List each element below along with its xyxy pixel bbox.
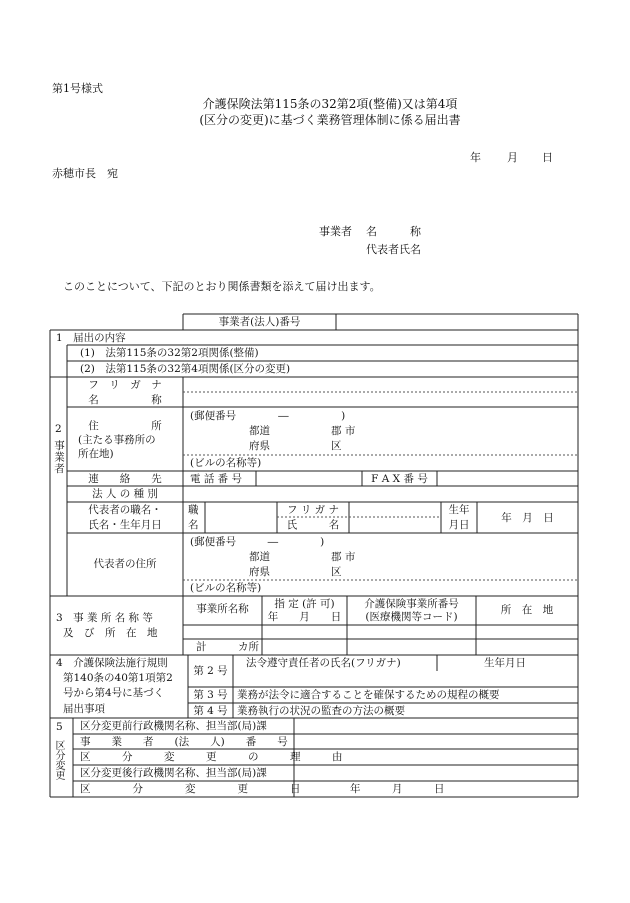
rep-furigana-label: フ リ ガ ナ (286, 504, 339, 516)
section4-label3: 号から第4号に基づく (63, 687, 165, 699)
section1-option2: (2) 法第115条の32第4項関係(区分の変更) (80, 363, 291, 375)
name-label: 名 称 (88, 394, 162, 406)
applicant-name: 名 称 (366, 225, 421, 238)
new-agency-label: 区分変更後行政機関名称、担当部(局)課 (80, 767, 267, 779)
representative-label1: 代表者の職名・ (88, 504, 162, 516)
prefecture-label2: 府県 (249, 440, 270, 452)
corp-type-label: 法 人 の 種 別 (92, 488, 158, 500)
contact-label: 連 絡 先 (88, 473, 162, 485)
representative-label2: 氏名・生年月日 (88, 519, 162, 531)
applicant-rep: 代表者氏名 (366, 243, 421, 256)
item2-birth-label: 生年月日 (484, 657, 526, 669)
birth-ymd: 年 月 日 (501, 512, 554, 524)
city-label2: 区 (331, 440, 342, 452)
insurer-number-label1: 介護保険事業所番号 (364, 598, 459, 610)
change-reason-label: 区 分 変 更 の 理 由 (80, 751, 343, 763)
section5-side-label: 区分変更 (53, 740, 64, 780)
address-label3: 所在地) (78, 448, 114, 460)
rep-city-label2: 区 (331, 566, 342, 578)
rep-address-label: 代表者の住所 (93, 558, 157, 570)
title-line1: 介護保険法第115条の32第2項(整備)又は第4項 (202, 97, 458, 111)
applicant-label: 事業者 (319, 225, 352, 238)
change-date-value: 年 月 日 (350, 783, 445, 795)
section2-side-label: 事業者 (53, 440, 65, 475)
section4-label1: 4 介護保険法施行規則 (56, 657, 168, 669)
birth-label1: 生年 (448, 504, 470, 516)
insurer-number-label2: (医療機関等コード) (365, 611, 458, 623)
prev-agency-label: 区分変更前行政機関名称、担当部(局)課 (80, 720, 267, 732)
section1-option1: (1) 法第115条の32第2項関係(整備) (80, 347, 259, 359)
intro-text: このことについて、下記のとおり関係書類を添えて届け出ます。 (63, 280, 381, 293)
prefecture-label1: 都道 (249, 425, 270, 437)
section5-number: 5 (56, 721, 63, 733)
rep-postal-code-label: (郵便番号 ― ) (190, 536, 325, 548)
rep-city-label1: 郡 市 (331, 551, 356, 563)
designated-date-label2: 年 月 日 (267, 611, 342, 623)
change-date-label: 区 分 変 更 日 (80, 783, 301, 795)
item2-label: 第 2 号 (193, 665, 228, 677)
recipient: 赤穂市長 宛 (52, 167, 118, 180)
date-day: 日 (542, 151, 553, 164)
title-line2: (区分の変更)に基づく業務管理体制に係る届出書 (199, 113, 461, 127)
job-title-label2: 名 (188, 519, 199, 531)
business-number-label: 事業者(法人)番号 (218, 316, 301, 328)
section3-label1: 3 事 業 所 名 称 等 (56, 612, 153, 624)
date-month: 月 (507, 151, 518, 164)
fax-label: F A X 番 号 (371, 473, 428, 485)
office-name-label: 事業所名称 (196, 603, 249, 615)
job-title-label1: 職 (188, 504, 199, 516)
business-number-row-label: 事 業 者 (法 人) 番 号 (80, 736, 288, 748)
section4-label4: 届出事項 (63, 703, 105, 715)
birth-label2: 月日 (448, 519, 470, 531)
building-label: (ビルの名称等) (190, 457, 262, 469)
item3-label: 第 3 号 (193, 689, 228, 701)
rep-prefecture-label1: 都道 (249, 551, 270, 563)
section2-number: 2 (55, 423, 62, 435)
address-label2: (主たる事務所の (78, 434, 156, 446)
total-count-label: 計 カ所 (196, 641, 259, 653)
rep-name-label: 氏 名 (286, 519, 340, 531)
rep-building-label: (ビルの名称等) (190, 582, 262, 594)
phone-label: 電 話 番 号 (190, 473, 243, 485)
section4-label2: 第140条の40第1項第2 (63, 672, 173, 684)
date-year: 年 (470, 151, 481, 164)
item4-text: 業務執行の状況の監査の方法の概要 (237, 705, 405, 717)
location-label: 所 在 地 (500, 604, 554, 616)
designated-date-label1: 指 定 (許 可) (274, 598, 335, 610)
section1-title: 1 届出の内容 (56, 332, 126, 344)
city-label1: 郡 市 (331, 425, 356, 437)
item4-label: 第 4 号 (193, 705, 228, 717)
item2-text: 法令遵守責任者の氏名(フリガナ) (246, 657, 401, 669)
address-label: 住 所 (88, 420, 162, 432)
postal-code-label: (郵便番号 ― ) (190, 410, 346, 422)
form-number: 第1号様式 (52, 82, 103, 95)
section3-label2: 及 び 所 在 地 (63, 627, 158, 639)
rep-prefecture-label2: 府県 (249, 566, 270, 578)
furigana-label: フ リ ガ ナ (88, 379, 162, 391)
item3-text: 業務が法令に適合することを確保するための規程の概要 (237, 689, 500, 701)
